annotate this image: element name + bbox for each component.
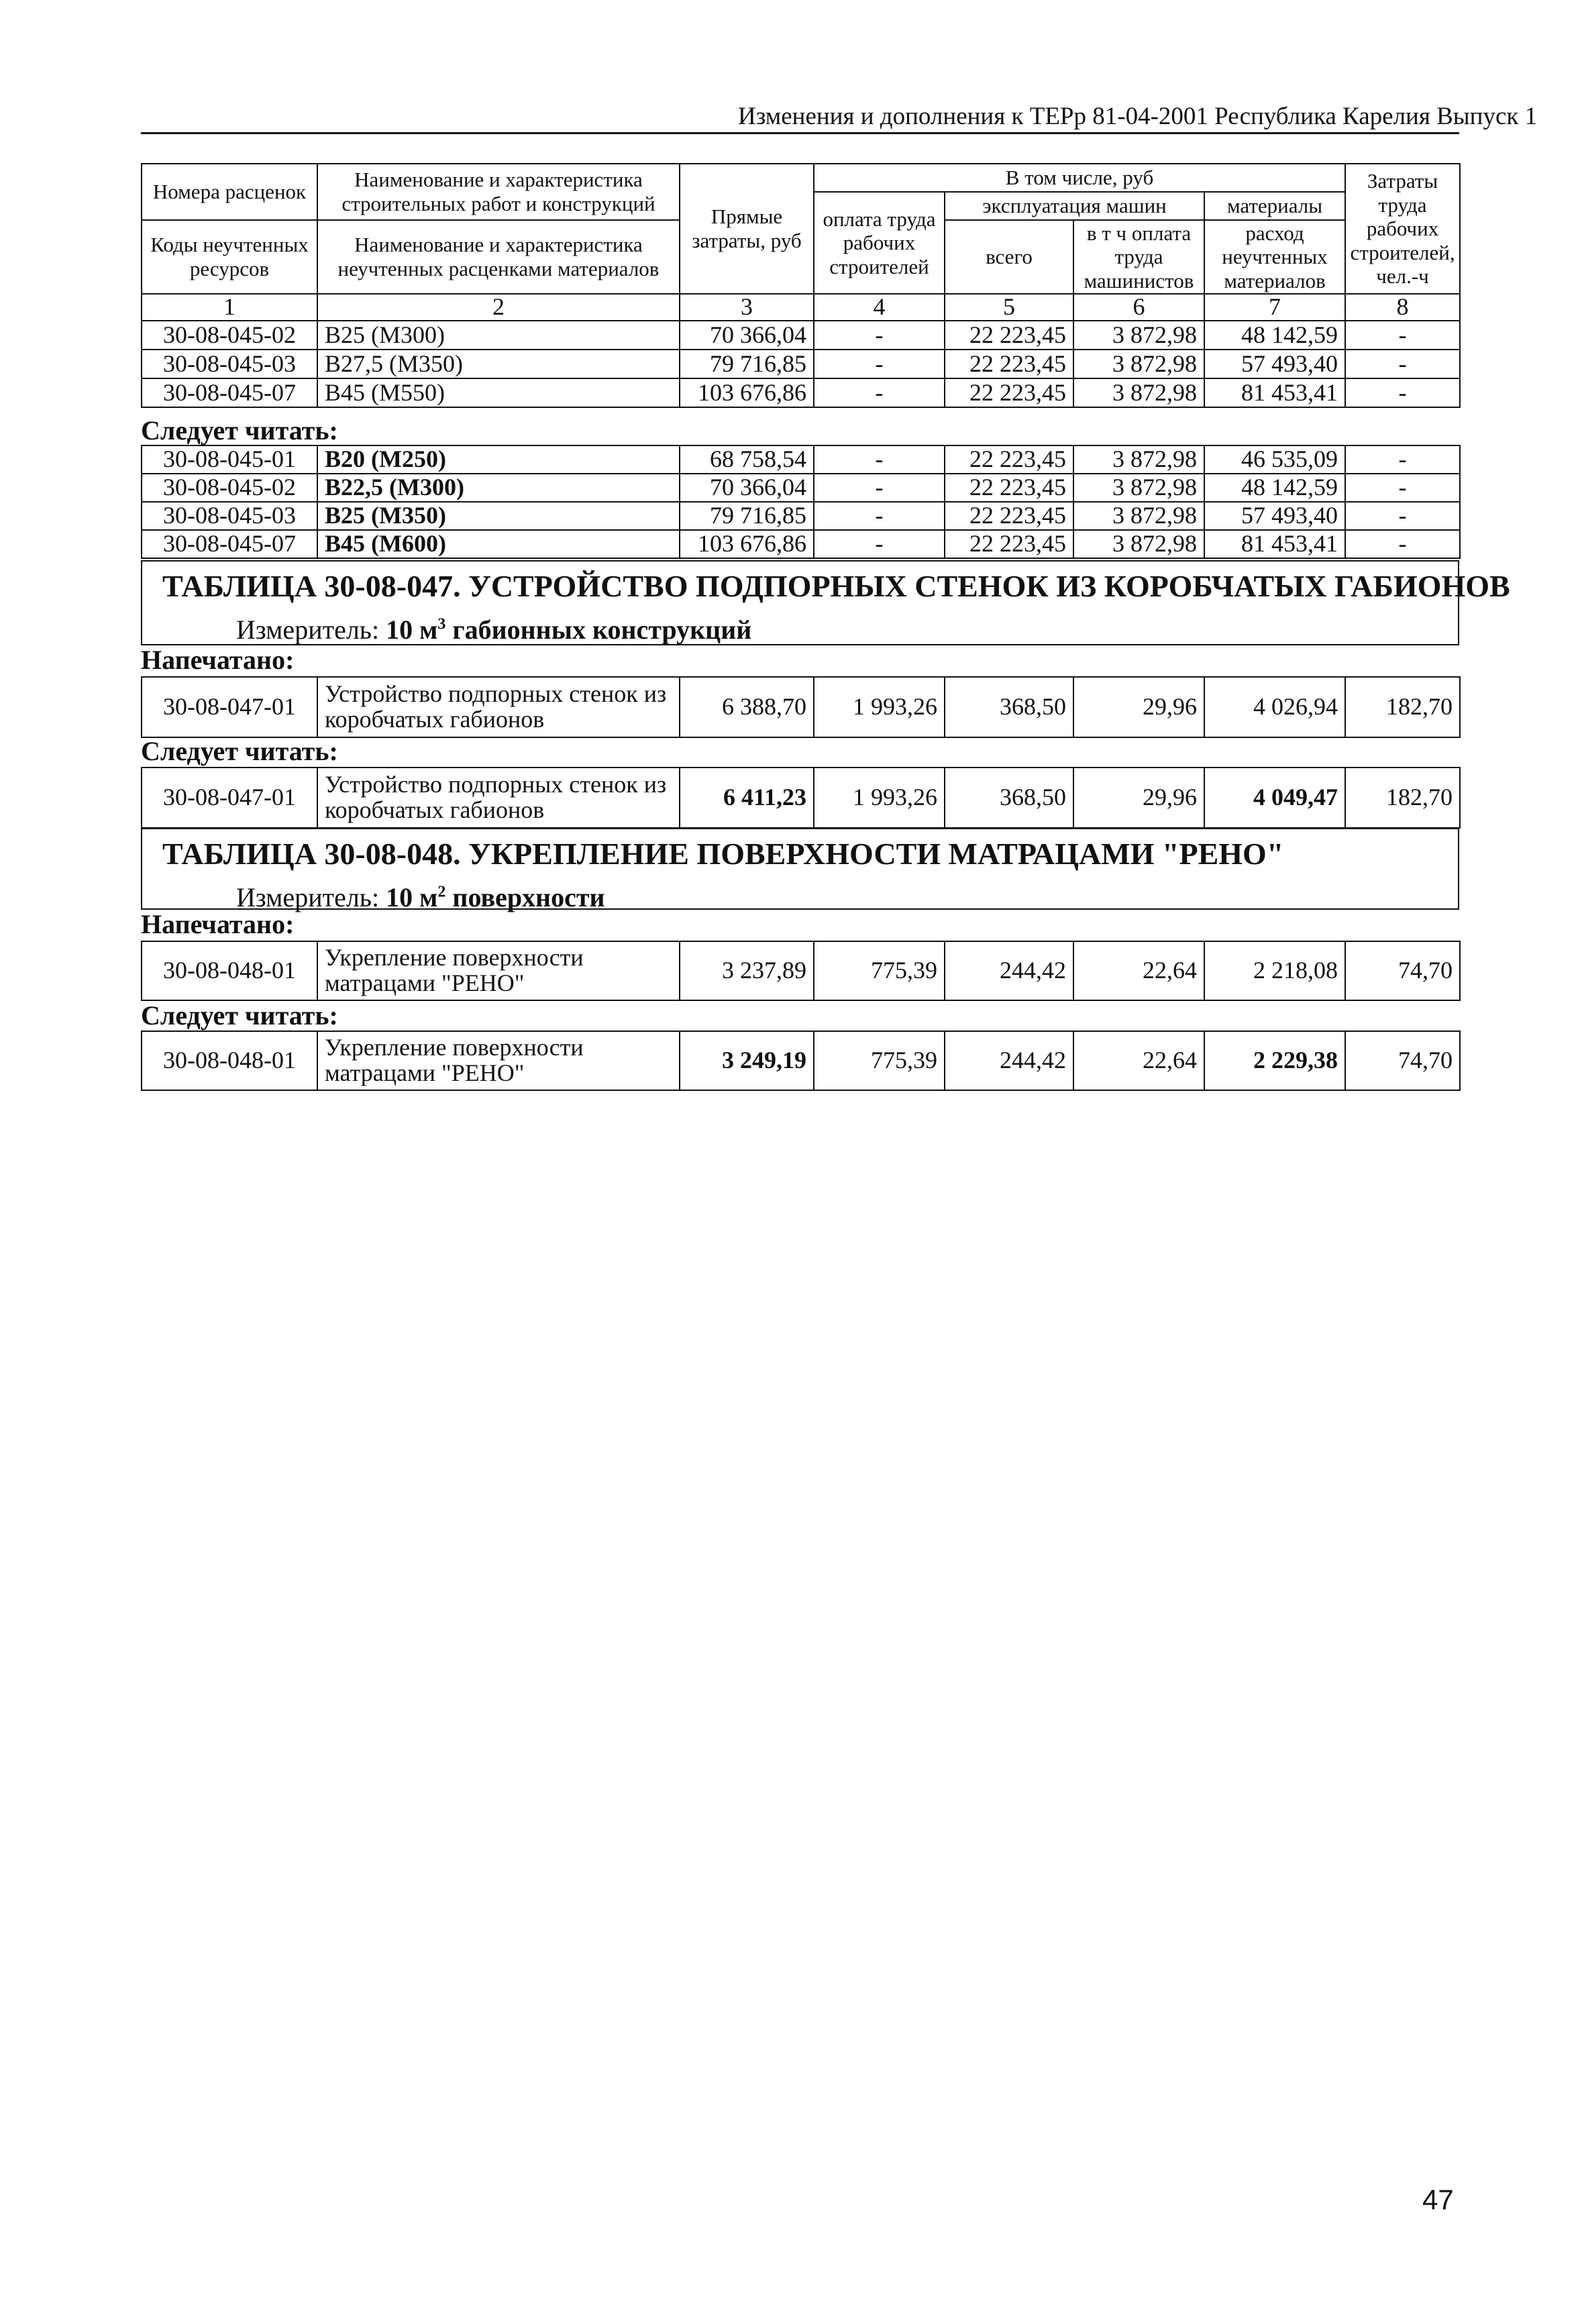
- col-head-materials: материалы: [1204, 192, 1345, 220]
- table-047-meter: Измеритель: 10 $м^3$ габионных конструкций: [236, 615, 752, 645]
- operator-cost: 3 872,98: [1073, 474, 1204, 502]
- operator-cost: 29,96: [1073, 677, 1204, 737]
- table-row: [142, 768, 1460, 828]
- rate-code: 30-08-045-03: [142, 350, 317, 378]
- rate-name: Укрепление поверхности матрацами "РЕНО": [317, 1031, 680, 1090]
- rate-code: 30-08-045-03: [142, 502, 317, 530]
- col-head-direct: Прямые затраты, руб: [680, 164, 814, 294]
- material-cost: 48 142,59: [1204, 321, 1345, 350]
- labor-cost: -: [814, 502, 945, 530]
- col-num: 3: [680, 294, 814, 321]
- material-cost: 46 535,09: [1204, 445, 1345, 474]
- col-head-unaccounted: расход неучтенных материалов: [1204, 220, 1345, 294]
- direct-cost: 79 716,85: [680, 502, 814, 530]
- col-head-labor: оплата труда рабочих строителей: [814, 192, 945, 294]
- col-num: 7: [1204, 294, 1345, 321]
- operator-cost: 3 872,98: [1073, 530, 1204, 558]
- section-label-printed: Напечатано:: [141, 645, 295, 675]
- col-head-works: Наименование и характеристика строительных работ и конструкций: [317, 164, 680, 220]
- section-label-read: Следует читать:: [141, 1000, 338, 1031]
- rate-code: 30-08-045-07: [142, 530, 317, 558]
- machine-cost: 368,50: [945, 677, 1073, 737]
- table-row: [142, 502, 1460, 530]
- material-cost: 48 142,59: [1204, 474, 1345, 502]
- rate-name: B20 (M250): [317, 445, 680, 474]
- operator-cost: 29,96: [1073, 768, 1204, 828]
- labor-cost: -: [814, 445, 945, 474]
- rate-code: 30-08-045-01: [142, 445, 317, 474]
- col-head-mach-operators: в т ч оплата труда машинистов: [1073, 220, 1204, 294]
- machine-cost: 244,42: [945, 1031, 1073, 1090]
- labor-hours: -: [1345, 445, 1460, 474]
- section-label-read: Следует читать:: [141, 415, 338, 445]
- labor-cost: 1 993,26: [814, 768, 945, 828]
- col-head-group: В том числе, руб: [814, 164, 1345, 192]
- labor-hours: 74,70: [1345, 941, 1460, 1000]
- rate-name: B27,5 (M350): [317, 350, 680, 378]
- labor-cost: 775,39: [814, 1031, 945, 1090]
- direct-cost: 103 676,86: [680, 378, 814, 407]
- labor-hours: 182,70: [1345, 768, 1460, 828]
- table-047-printed: [141, 676, 1461, 738]
- direct-cost: 70 366,04: [680, 321, 814, 350]
- table-row: [142, 321, 1460, 350]
- table-048-printed: [141, 941, 1461, 1001]
- rate-name: B45 (M600): [317, 530, 680, 558]
- col-num: 1: [142, 294, 317, 321]
- table-row: [142, 350, 1460, 378]
- material-cost: 2 229,38: [1204, 1031, 1345, 1090]
- col-head-mach-total: всего: [945, 220, 1073, 294]
- machine-cost: 22 223,45: [945, 530, 1073, 558]
- labor-hours: -: [1345, 530, 1460, 558]
- direct-cost: 3 237,89: [680, 941, 814, 1000]
- machine-cost: 22 223,45: [945, 474, 1073, 502]
- operator-cost: 3 872,98: [1073, 378, 1204, 407]
- rates-table-head: [141, 163, 1461, 408]
- col-num: 8: [1345, 294, 1460, 321]
- machine-cost: 22 223,45: [945, 350, 1073, 378]
- col-num: 5: [945, 294, 1073, 321]
- col-num: 4: [814, 294, 945, 321]
- table-048-corrected: [141, 1031, 1461, 1091]
- col-head-resources: Коды неучтенных ресурсов: [142, 220, 317, 294]
- table-048-title: ТАБЛИЦА 30-08-048. УКРЕПЛЕНИЕ ПОВЕРХНОСТИ МАТРАЦАМИ "РЕНО": [162, 837, 1284, 871]
- section-label-printed: Напечатано:: [141, 909, 295, 939]
- col-num: 2: [317, 294, 680, 321]
- labor-cost: 775,39: [814, 941, 945, 1000]
- labor-cost: -: [814, 474, 945, 502]
- direct-cost: 79 716,85: [680, 350, 814, 378]
- direct-cost: 3 249,19: [680, 1031, 814, 1090]
- direct-cost: 6 388,70: [680, 677, 814, 737]
- table-row: [142, 378, 1460, 407]
- material-cost: 2 218,08: [1204, 941, 1345, 1000]
- labor-cost: -: [814, 321, 945, 350]
- material-cost: 81 453,41: [1204, 378, 1345, 407]
- table-047-title: ТАБЛИЦА 30-08-047. УСТРОЙСТВО ПОДПОРНЫХ СТЕНОК ИЗ КОРОБЧАТЫХ ГАБИОНОВ: [162, 569, 1510, 603]
- rate-code: 30-08-045-02: [142, 321, 317, 350]
- material-cost: 57 493,40: [1204, 502, 1345, 530]
- table-row: [142, 677, 1460, 737]
- machine-cost: 22 223,45: [945, 445, 1073, 474]
- col-num: 6: [1073, 294, 1204, 321]
- table-row: [142, 530, 1460, 558]
- table-row: [142, 474, 1460, 502]
- table-048-title-box: [141, 828, 1459, 910]
- material-cost: 57 493,40: [1204, 350, 1345, 378]
- labor-hours: 74,70: [1345, 1031, 1460, 1090]
- col-head-rates: Номера расценок: [142, 164, 317, 220]
- rate-name: B25 (M350): [317, 502, 680, 530]
- material-cost: 81 453,41: [1204, 530, 1345, 558]
- machine-cost: 22 223,45: [945, 502, 1073, 530]
- rate-code: 30-08-048-01: [142, 1031, 317, 1090]
- rate-name: B45 (M550): [317, 378, 680, 407]
- rate-code: 30-08-048-01: [142, 941, 317, 1000]
- section-label-read: Следует читать:: [141, 736, 338, 766]
- labor-cost: 1 993,26: [814, 677, 945, 737]
- labor-cost: -: [814, 378, 945, 407]
- operator-cost: 3 872,98: [1073, 321, 1204, 350]
- table-047-title-box: [141, 560, 1510, 645]
- col-head-machines: эксплуатация машин: [945, 192, 1204, 220]
- operator-cost: 3 872,98: [1073, 502, 1204, 530]
- labor-hours: -: [1345, 378, 1460, 407]
- rate-name: B25 (M300): [317, 321, 680, 350]
- column-numbers-row: [142, 294, 1460, 321]
- table-row: [142, 1031, 1460, 1090]
- machine-cost: 22 223,45: [945, 378, 1073, 407]
- table-row: [142, 941, 1460, 1000]
- rates-table-corrected: [141, 445, 1461, 559]
- material-cost: 4 026,94: [1204, 677, 1345, 737]
- table-048-meter: Измеритель: 10 $м^2$ поверхности: [236, 882, 605, 912]
- operator-cost: 22,64: [1073, 1031, 1204, 1090]
- header-rule: [141, 132, 1459, 134]
- operator-cost: 3 872,98: [1073, 445, 1204, 474]
- col-head-hours: Затраты труда рабочих строителей, чел.-ч: [1345, 164, 1460, 294]
- labor-cost: -: [814, 530, 945, 558]
- labor-hours: -: [1345, 321, 1460, 350]
- labor-hours: 182,70: [1345, 677, 1460, 737]
- machine-cost: 368,50: [945, 768, 1073, 828]
- rate-code: 30-08-047-01: [142, 768, 317, 828]
- running-header: Изменения и дополнения к ТЕРр 81-04-2001 Республика Карелия Выпуск 1: [738, 103, 1538, 130]
- machine-cost: 244,42: [945, 941, 1073, 1000]
- rate-name: Устройство подпорных стенок из коробчатых габионов: [317, 768, 680, 828]
- page-number: 47: [1422, 2184, 1454, 2215]
- rate-code: 30-08-045-02: [142, 474, 317, 502]
- labor-hours: -: [1345, 502, 1460, 530]
- rate-name: B22,5 (M300): [317, 474, 680, 502]
- labor-hours: -: [1345, 474, 1460, 502]
- table-row: [142, 445, 1460, 474]
- labor-cost: -: [814, 350, 945, 378]
- direct-cost: 68 758,54: [680, 445, 814, 474]
- direct-cost: 70 366,04: [680, 474, 814, 502]
- rate-code: 30-08-045-07: [142, 378, 317, 407]
- machine-cost: 22 223,45: [945, 321, 1073, 350]
- material-cost: 4 049,47: [1204, 768, 1345, 828]
- rate-name: Устройство подпорных стенок из коробчатых габионов: [317, 677, 680, 737]
- rate-name: Укрепление поверхности матрацами "РЕНО": [317, 941, 680, 1000]
- direct-cost: 103 676,86: [680, 530, 814, 558]
- operator-cost: 22,64: [1073, 941, 1204, 1000]
- col-head-materials-name: Наименование и характеристика неучтенных расценками материалов: [317, 220, 680, 294]
- direct-cost: 6 411,23: [680, 768, 814, 828]
- rate-code: 30-08-047-01: [142, 677, 317, 737]
- labor-hours: -: [1345, 350, 1460, 378]
- table-047-corrected: [141, 767, 1461, 829]
- operator-cost: 3 872,98: [1073, 350, 1204, 378]
